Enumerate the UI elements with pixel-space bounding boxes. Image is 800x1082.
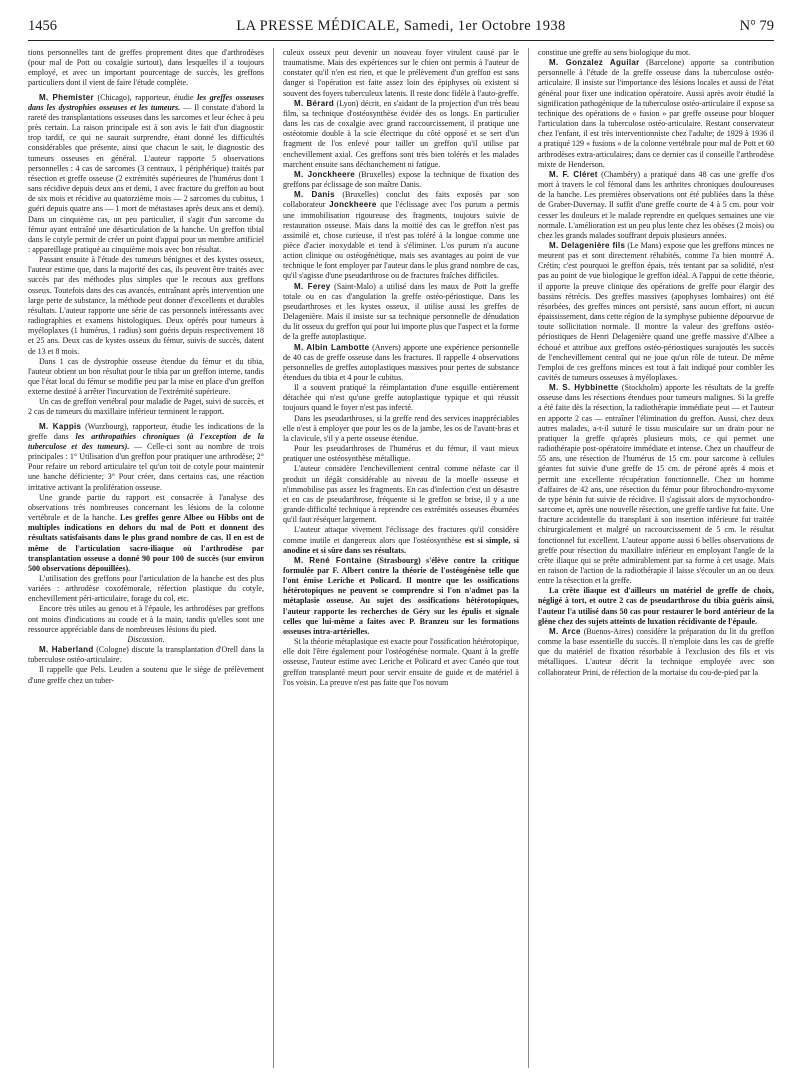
text-run: (Chambéry) a pratiqué dans 48 cas une greffe d'os mort à travers le col fémoral dans les arthrites chroniques douloureuses de la hanche. Les premières observations ont été publiées dans la thèse de Graber-Duvernay. Il suffit d'une greffe courte de 4 à 5 cm. pour voir cesser les douleurs et le malade reprendre en quelques semaines une vie normale. L'amélioration est un peu plus lente chez les obèses (2 mois) ou chez les grands malades souffrant depuis plusieurs années. xyxy=(538,169,774,240)
paragraph: Un cas de greffon vertébral pour maladie de Paget, suivi de succès, et 2 cas de tumeurs du maxillaire inférieur terminent le rapport. xyxy=(28,397,264,417)
column-divider xyxy=(528,48,529,1068)
paragraph: tions personnelles tant de greffes proprement dites que d'arthrodèses (pour mal de Pott ou coxalgie surtout), dans lesquelles il a toujours employé, et avec un important pourcentage de succès, les greffons particuliers dont il vient de faire l'étude complète. xyxy=(28,48,264,88)
paragraph: Encore très utiles au genou et à l'épaule, les arthrodèses par greffons ont moins d'indications au coude et à la main, tandis qu'elles sont une ressource appréciable dans de nombreuses lésions du pied. xyxy=(28,604,264,634)
text-run: — Il constate d'abord la rareté des transplantations osseuses dans les sarcomes et leur échec à peu près certain. La raison principale est à son avis le fait d'un diagnostic trop tardif, ce qui ne saurait surprendre, étant donné les difficultés considérables que présente, ainsi que chacun le sait, le diagnostic des tumeurs osseuses en général. L'auteur rapporte 5 observations personnelles : 4 cas de sarcomes (3 centraux, 1 périphérique) traités par résection et greffe osseuse (2 extrémités supérieures de l'humérus dont 1 sans récidive depuis deux ans et demi, 1 avec fracture du greffon au bout de six mois et récidive au quatorzième mois — 2 sarcomes du cubitus, 1 guéri depuis quatre ans — 1 mort de métastases après deux ans et demi). Dans un cinquième cas, un peu particulier, il s'agit d'un sarcome du fémur ayant entraîné une désarticulation de la hanche. Un greffon tibial dans le cotyle permit de créer un point d'appui pour un membre artificiel : appareillage pratiqué au cinquième mois avec bon résultat. xyxy=(28,102,264,254)
text-run: (Lyon) décrit, en s'aidant de la projection d'un très beau film, sa technique d'ostéosynthèse évidée des os longs. En particulier dans les cas de coxalgie avec grand raccourcissement, il pratique une ostéotomie double à la scie électrique du côté opposé et se sert d'un fragment de l'os enlevé pour tailler un greffon qu'il utilise par enchevillement axial. Ces greffons sont très bien tolérés et les malades marchent ensuite sans déchanchement ni fatigue. xyxy=(283,98,519,169)
text-run: que l'éclissage avec l'os purum a permis une immobilisation rigoureuse des fragments, toujours suivie de restauration osseuse. Mais dans la moitié des cas le greffon n'est pas assimilé et, chose curieuse, il n'est pas toléré à la longue comme une pièce d'acier inoxydable et tend à s'éliminer. L'os purum n'a aucune action clinique ou ostéogénétique, mais ses avantages au point de vue technique le font employer par l'auteur dans le plus grand nombre de cas, qu'il s'agisse d'une pseudarthrose ou de fractures fraîches difficiles. xyxy=(283,200,519,281)
text-run: (Stockholm) apporte les résultats de la greffe osseuse dans les résections étendues pour tumeurs malignes. Si la greffe a été faite dès la résection, la radiothérapie immédiate peut — et l'auteur en apporte 2 cas — entraîner l'élimination du greffon. Aussi, chez deux autres malades, a-t-il suturé le tissu musculaire sur un drain pour ne pratiquer la greffe qu'après plusieurs mois, ce qui permet une radiothérapie post-opératoire immédiate et intense. Chez un chauffeur de 55 ans, une résection de l'humérus de 15 cm. pour sarcome à cellules géantes fut suivie d'une greffe de 15 cm. de péroné après 4 mois et permit une excellente récupération fonctionnelle. Chez un homme d'affaires de 42 ans, une résection du fémur pour fibrochondro-myxome de type bénin fut suivie de récidive. Il s'agissait alors de myxochondro-sarcome et, après une nouvelle résection, une greffe tardive fut faite. Une fracture accidentelle du transplant à son insertion inférieure fut traitée chirurgicalement et malgré un raccourcissement de 5 cm. le résultat fonctionnel fut excellent. L'auteur apporte aussi 6 belles observations de greffe pour résection du maxillaire inférieur en employant l'angle de la crête iliaque qui se prête admirablement par sa forme à cet usage. Mais en raison de l'action de la radiothérapie il laisse s'écouler un an ou deux entre la résection et la greffe. xyxy=(538,383,774,586)
paragraph xyxy=(283,170,519,190)
paragraph: L'utilisation des greffons pour l'articulation de la hanche est des plus variées : arthrodèse coxofémorale, réfection plastique du cotyle, enchevillement péri-articulaire, forage du col, etc. xyxy=(28,573,264,604)
issue-number: N° 79 xyxy=(739,18,774,34)
text-run: (Bruxelles) expose la technique de fixation des greffons par éclissage de son maître Danis. xyxy=(283,169,519,190)
paragraph xyxy=(283,190,519,281)
text-run: (Saint-Malo) a utilisé dans les maux de Pott la greffe totale ou en cas d'angulation la greffe ostéo-périostique. Dans les pseudarthroses et les kystes osseux, il utilise aussi les greffes de Delagenière. Mais il insiste sur sa technique personnelle de dénudation du lit osseux du greffon qui pour lui importe plus que l'aspect et la forme de la greffe autoplastique. xyxy=(283,281,519,342)
paragraph xyxy=(538,58,774,170)
author-name: M. Bérard xyxy=(294,98,335,108)
text-run: L'auteur attaque vivement l'éclissage des fractures qu'il considère comme inutile et dangereux alors que l'ostéosynthèse xyxy=(283,525,519,545)
paragraph xyxy=(538,170,774,241)
paragraph xyxy=(283,343,519,384)
text-run: (Le Mans) expose que les greffons minces ne meurent pas et sont directement réhabités, comme l'a bien montré A. Crétin; c'est pourquoi le greffon épais, très tentant par sa solidité, n'est pas au point de vue biologique le greffon idéal. A l'appui de cette théorie, il apporte la preuve clinique des opérations de greffe pour élargir des bassins rétrécis. Des greffes massives (apophyses lombaires) ont été résorbées, des greffes minces ont persisté, sans aucun effort, ni aucun épaississement, dans cette région de la symphyse pubienne dépourvue de toute sollicitation normale. Il montre la valeur des greffons ostéo-périostiques de Henri Delagenière quand une greffe massive d'Albee a échoué et attribue aux greffons ostéo-périostiques surajoutés les succès de l'enchevillement central qui ne joue qu'un rôle de tuteur. De même l'emploi de ces greffons minces est tout à fait indiqué pour combler les cavités de tumeurs osseuses à myéloplaxes. xyxy=(538,240,774,382)
header-rule xyxy=(28,40,774,41)
text-run: (Wurzbourg), rapporteur, étudie les indications de la greffe dans xyxy=(28,421,264,441)
paragraph xyxy=(28,422,264,493)
paragraph: Si la théorie métaplasique est exacte pour l'ossification hétérotopique, elle doit l'être également pour l'ostéogénèse normale. Quant à la greffe osseuse, l'auteur estime avec Leriche et Policard et avec Canéo que tout greffon transplanté meurt pour servir ensuite de guide et de matériel à l'os voisin. La preuve n'est pas faite que l'os novum xyxy=(283,637,519,687)
author-name: M. Haberland xyxy=(39,645,94,655)
author-name: M. Kappis xyxy=(39,421,82,431)
text-run: Une grande partie du rapport est consacrée à l'analyse des observations très nombreuses concernant les lésions de la colonne vertébrale et de la hanche. xyxy=(28,492,264,523)
report-title: les arthropathies chroniques (à l'exception de la tuberculose et des tumeurs). xyxy=(28,431,264,451)
paragraph xyxy=(538,383,774,586)
author-name: M. S. Hybbinette xyxy=(549,383,619,393)
bold-text: est si simple, si anodine et si sûre dans ses résultats. xyxy=(283,535,519,555)
paragraph: Il a souvent pratiqué la réimplantation d'une esquille entièrement détachée qui n'est qu'une greffe autoplastique typique et qui réussit toujours quand le foyer n'est pas infecté. xyxy=(283,383,519,413)
bold-text: Les greffes genre Albee ou Hibbs ont de multiples indications en dehors du mal de Pott et donnent des résultats satisfaisants dans le plus grand nombre de cas. Il en est de même de l'articulation sacro-iliaque où l'arthrodèse par transplantation osseuse a donné 90 pour 100 de succès (sur environ 500 observations dépouillées). xyxy=(28,513,265,573)
paragraph xyxy=(28,93,264,256)
author-name: M. Ferey xyxy=(294,281,331,291)
text-run: (Barcelone) apporte sa contribution personnelle à l'étude de la greffe osseuse dans la tuberculose ostéo-articulaire. Il insiste sur l'importance des lésions locales et aussi de l'état général pour fixer une indication opératoire. Aussi après avoir étudié la signification pathogénique de la tuberculose ostéo-articulaire il expose sa technique des opérations de « fusion » par greffe osseuse pour bloquer l'articulation dans la tuberculose ostéo-articulaire. Restant conservateur chez l'enfant, il est très interventionniste chez l'adulte; de 1929 à 1936 il a pratiqué 129 « fusions » de la colonne vertébrale pour mal de Pott et 60 arthrodèses extra-articulaires; dans ce dernier cas il conseille l'arthrodèse mixte de Henderson. xyxy=(538,58,774,169)
paragraph: culeux osseux peut devenir un nouveau foyer virulent causé par le traumatisme. Mais des expériences sur le chien ont permis à l'auteur de constater qu'il n'en est rien, et que le prélèvement d'un greffon est sans danger si l'opération est faite assez loin des épiphyses où existent si souvent des foyers tuberculeux latents. Il reste donc fidèle à l'auto-greffe. xyxy=(283,48,519,98)
section-heading: Discussion. xyxy=(127,634,165,644)
author-name: M. René Fontaine xyxy=(294,555,372,565)
paragraph: Passant ensuite à l'étude des tumeurs bénignes et des kystes osseux, l'auteur estime que, dans la majorité des cas, ils peuvent être traités avec succès par des méthodes plus simples que le recours aux greffons osseux. Toutefois dans des cas avancés, entraînant après intervention une large perte de substance, la méthode peut donner d'excellents et durables résultats. L'auteur rapporte une série de cas personnels intéressants avec radiographies et examens histologiques. Deux opérés pour tumeurs à myéloplaxes (1 humérus, 1 radius) sont guéris depuis respectivement 18 et 25 ans. Deux cas de kystes osseux du fémur, suivis de succès, datent de 13 et 8 mois. xyxy=(28,255,264,356)
author-name: Jonckheere xyxy=(329,200,377,210)
text-run: — Celle-ci sont au nombre de trois principales : 1° Utilisation d'un greffon pour pratiquer une arthrodèse; 2° Pour refaire un rebord articulaire tel qu'un toit de cotyle pour maintenir une hanche déficiente; 3° Pour créer, dans certains cas, une réaction irritative activant la prolifération osseuse. xyxy=(28,441,264,492)
column-3 xyxy=(538,48,774,678)
text-run: (Bruxelles) conclut des faits exposés par son collaborateur xyxy=(283,190,519,210)
paragraph xyxy=(538,627,774,678)
paragraph xyxy=(283,556,519,637)
author-name: M. Albin Lambotte xyxy=(294,342,370,352)
column-2 xyxy=(283,48,519,688)
bold-text: (Strasbourg) s'élève contre la critique formulée par F. Albert contre la théorie de l'ostéogénèse telle que l'ont émise Leriche et Policard. Il montre que les ossifications hétérotopiques ne peuvent se comprendre si l'on n'admet pas la métaplasie osseuse. Au sujet des ossifications hétérotopiques, l'auteur rapporte les recherches de Géry sur les épulis et signale celles que lui-même a faites avec P. Branzeu sur les formations osseuses intra-artérielles. xyxy=(283,555,519,636)
column-divider xyxy=(273,48,274,1068)
paragraph xyxy=(283,282,519,343)
paragraph: constitue une greffe au sens biologique du mot. xyxy=(538,48,691,57)
paragraph: Dans 1 cas de dystrophie osseuse étendue du fémur et du tibia, l'auteur obtient un bon résultat pour le tibia par un greffon interne, tandis que l'état local du fémur se modifie peu par la mise en place d'un greffon externe destiné à arrêter l'incurvation de l'extrémité supérieure. xyxy=(28,356,264,397)
paragraph xyxy=(538,241,774,383)
paragraph: Pour les pseudarthroses de l'humérus et du fémur, il vaut mieux pratiquer une ostéosynthèse métallique. xyxy=(283,444,519,464)
paragraph xyxy=(28,493,264,574)
text-run: (Chicago), rapporteur, étudie xyxy=(93,92,198,102)
paragraph: L'auteur considère l'enchevillement central comme néfaste car il produit un dégât considérable au niveau de la moelle osseuse et n'immobilise pas assez les fragments. En cas d'infection c'est un désastre et en cas de pseudarthrose, fréquente si le greffon se brise, il y a une grande difficulté technique à reprendre ces extrémités osseuses éburnées qu'il faut réséquer largement. xyxy=(283,464,519,525)
author-name: M. Gonzalez Aguilar xyxy=(549,58,640,68)
paragraph xyxy=(28,645,264,665)
text-run: (Anvers) apporte une expérience personnelle de 40 cas de greffe osseuse dans les fractures. Il rappelle 4 observations personnelles de greffes autoplastiques massives pour pertes de substance étendues du tibia et 4 pour le cubitus. xyxy=(283,342,519,382)
journal-title: LA PRESSE MÉDICALE, Samedi, 1er Octobre 1938 xyxy=(236,18,566,34)
author-name: M. Danis xyxy=(294,190,335,200)
author-name: M. Phemister xyxy=(39,92,94,102)
page-number: 1456 xyxy=(28,18,57,34)
author-name: M. Arce xyxy=(549,626,581,636)
column-1 xyxy=(28,48,264,686)
author-name: M. Jonckheere xyxy=(294,169,356,179)
author-name: M. Delagenière fils xyxy=(549,240,626,250)
paragraph: Dans les pseudarthroses, si la greffe rend des services inappréciables elle n'est à employer que pour les os de la jambe, les os de l'avant-bras et la clavicule, s'il y a perte osseuse étendue. xyxy=(283,413,519,443)
page-header xyxy=(28,18,774,40)
paragraph: La crête iliaque est d'ailleurs un matériel de greffe de choix, négligé à tort, et outre 2 cas de pseudarthrose du tibia guéris ainsi, l'auteur l'a utilisé dans 50 cas pour restaurer le bord antérieur de la glène chez des sujets atteints de luxation récidivante de l'épaule. xyxy=(538,586,774,626)
report-title: les greffes osseuses dans les dystrophies osseuses et les tumeurs. xyxy=(28,92,264,112)
text-run: (Cologne) discute la transplantation d'Orell dans la tuberculose ostéo-articulaire. xyxy=(28,645,264,665)
text-run: (Buenos-Aires) considère la préparation du lit du greffon comme la base essentielle du succès. Il n'emploie dans les cas de greffe que du matériel de fixation résorbable à l'exclusion des fils et vis métalliques. L'auteur décrit la technique employée avec son collaborateur Prini, de réfection de la mortaise du cou-de-pied par la xyxy=(538,626,774,677)
paragraph: Il rappelle que Pels. Leuden a soutenu que le siège de prélèvement d'une greffe chez un tuber- xyxy=(28,665,264,685)
paragraph xyxy=(283,99,519,170)
author-name: M. F. Cléret xyxy=(549,169,598,179)
paragraph xyxy=(283,525,519,555)
